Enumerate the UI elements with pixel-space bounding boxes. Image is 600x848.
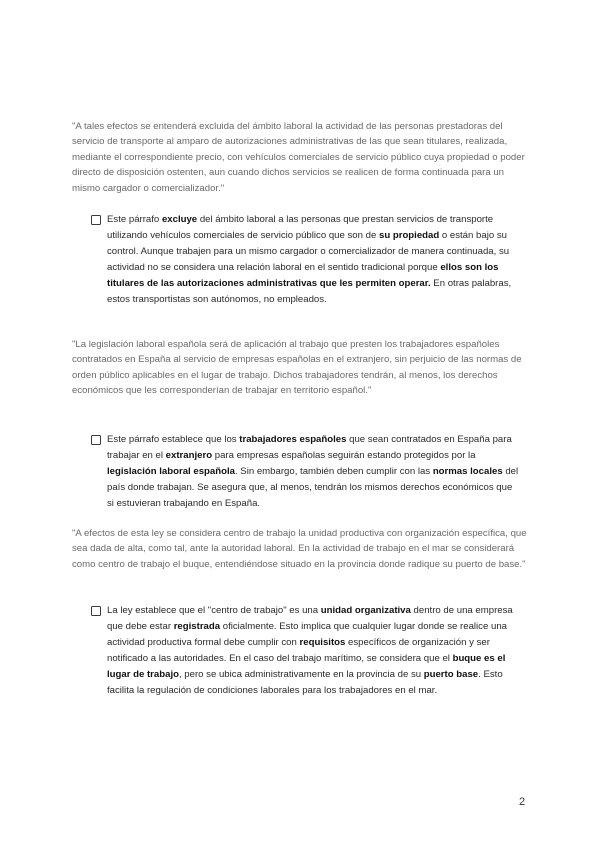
- body-text: o están bajo su control. Aunque trabajen para un mismo cargador o comercializador de manera continuada, su actividad no se considera una relación laboral en el sentido tradicional porque: [107, 230, 510, 273]
- body-text: para empresas españolas seguirán estando protegidos por la: [212, 450, 476, 461]
- body-text: del país donde trabajan. Se asegura que, al menos, tendrán los mismos derechos económicos que si estuvieran trabajando en España.: [107, 466, 519, 509]
- checklist-item-work-center: [91, 603, 521, 699]
- emphasis-text: su propiedad: [378, 230, 440, 241]
- emphasis-text: trabajadores españoles: [239, 434, 347, 445]
- emphasis-text: excluye: [161, 214, 198, 225]
- body-text: Este párrafo establece que los: [107, 434, 240, 445]
- emphasis-text: extranjero: [165, 450, 213, 461]
- page-number: 2: [519, 796, 526, 808]
- body-text: oficialmente. Esto implica que cualquier lugar donde se realice una actividad productiva formal debe cumplir con: [107, 621, 507, 648]
- body-text: específicos de organización y ser notificado a las autoridades. En el caso del trabajo marítimo, se considera que el: [107, 637, 490, 664]
- emphasis-text: ellos son los titulares de las autorizaciones administrativas que les permiten operar.: [107, 262, 499, 289]
- body-text: del ámbito laboral a las personas que prestan servicios de transporte utilizando vehículos comerciales de servicio público que son de: [107, 214, 494, 241]
- item-explanation: [107, 432, 521, 512]
- body-text: . Esto facilita la regulación de condiciones laborales para los trabajadores en el mar.: [107, 669, 503, 696]
- body-text: En otras palabras, estos transportistas son autónomos, no empleados.: [107, 278, 512, 305]
- checkbox[interactable]: [91, 215, 101, 225]
- emphasis-text: registrada: [173, 621, 221, 632]
- emphasis-text: requisitos: [299, 637, 346, 648]
- emphasis-text: legislación laboral española: [107, 466, 235, 477]
- checkbox[interactable]: [91, 606, 101, 616]
- emphasis-text: unidad organizativa: [320, 605, 411, 616]
- body-text: , pero se ubica administrativamente en la provincia de su: [178, 669, 424, 680]
- body-text: Este párrafo: [107, 214, 162, 225]
- emphasis-text: buque es el lugar de trabajo: [107, 653, 506, 680]
- checklist-item-transport-exclusion: [91, 212, 521, 308]
- body-text: dentro de una empresa que debe estar: [107, 605, 513, 632]
- checkbox[interactable]: [91, 435, 101, 445]
- item-explanation: [107, 212, 521, 308]
- emphasis-text: normas locales: [432, 466, 503, 477]
- body-text: . Sin embargo, también deben cumplir con las: [234, 466, 433, 477]
- legal-quote-work-center: "A efectos de esta ley se considera centro de trabajo la unidad productiva con organización específica, que sea dada de alta, como tal, ante la autoridad laboral. En la actividad de trabajo en el mar se considerará como centro de trabajo el buque, entendiéndose situado en la provincia donde radique su puerto de base.": [72, 528, 527, 570]
- body-text: que sean contratados en España para trabajar en el: [107, 434, 512, 461]
- legal-quote-transport-exclusion: "A tales efectos se entenderá excluida del ámbito laboral la actividad de las personas prestadoras del servicio de transporte al amparo de autorizaciones administrativas de las que sean titulares, realizada, mediante el correspondiente precio, con vehículos comerciales de servicio público cuya propiedad o poder directo de disposición ostenten, aun cuando dichos servicios se realicen de forma continuada para un mismo cargador o comercializador.": [72, 121, 525, 194]
- checklist-item-workers-abroad: [91, 432, 521, 512]
- legal-quote-workers-abroad: "La legislación laboral española será de aplicación al trabajo que presten los trabajadores españoles contratados en España al servicio de empresas españolas en el extranjero, sin perjuicio de las normas de orden público aplicables en el lugar de trabajo. Dichos trabajadores tendrán, al menos, los derechos económicos que les corresponderían de trabajar en territorio español.": [72, 339, 522, 397]
- body-text: La ley establece que el "centro de trabajo" es una: [107, 605, 321, 616]
- emphasis-text: puerto base: [423, 669, 479, 680]
- item-explanation: [107, 603, 521, 699]
